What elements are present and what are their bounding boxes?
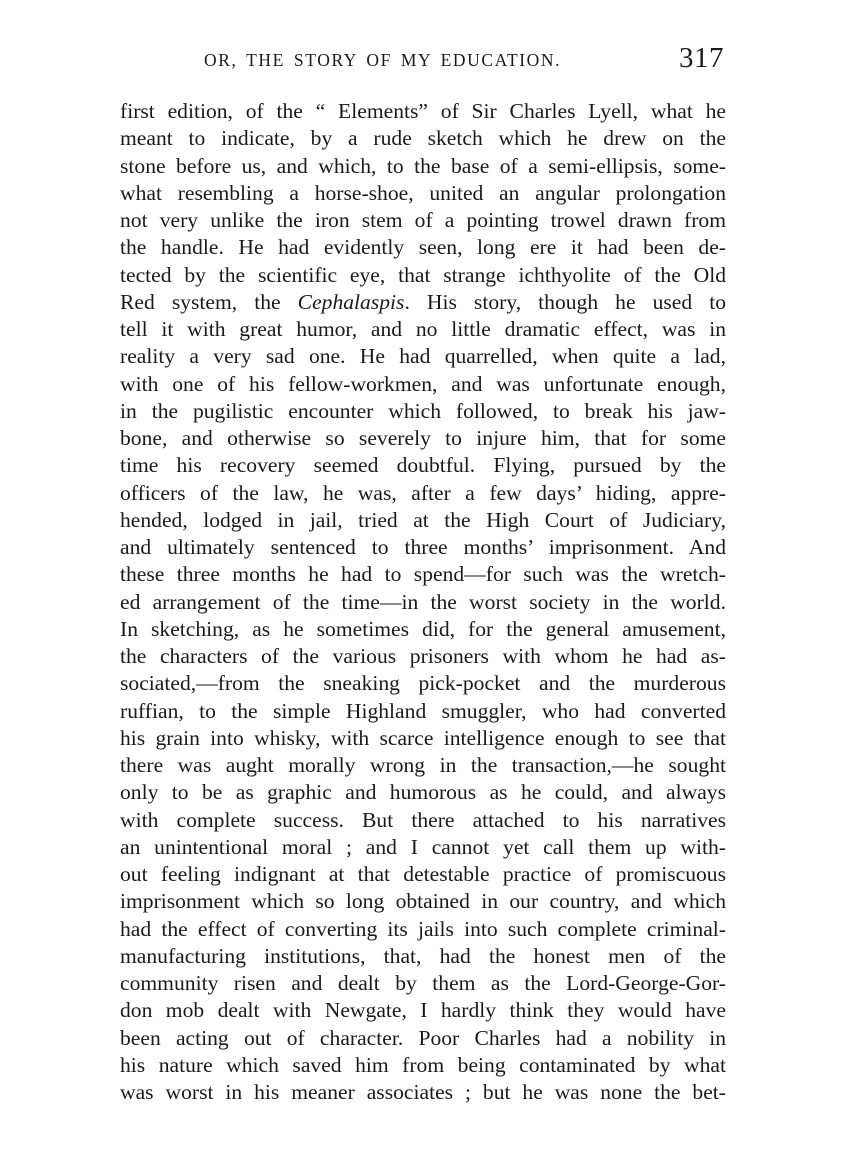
text-line: an unintentional moral ; and I cannot yet call them up with-: [120, 834, 726, 859]
text-line: officers of the law, he was, after a few days’ hiding, appre-: [120, 480, 726, 505]
text-line: In sketching, as he sometimes did, for the general amusement,: [120, 616, 726, 641]
text-line: time his recovery seemed doubtful. Flying, pursued by the: [120, 453, 726, 478]
running-title: OR, THE STORY OF MY EDUCATION.: [204, 50, 562, 70]
text-line: with one of his fellow-workmen, and was unfortunate enough,: [120, 371, 726, 396]
text-line: been acting out of character. Poor Charles had a nobility in: [120, 1025, 726, 1050]
text-line: his grain into whisky, with scarce intelligence enough to see that: [120, 725, 726, 750]
text-line: the handle. He had evidently seen, long ere it had been de-: [120, 235, 726, 260]
text-line: sociated,—from the sneaking pick-pocket and the murderous: [120, 671, 726, 696]
text-line: not very unlike the iron stem of a pointing trowel drawn from: [120, 208, 726, 232]
text-line: tected by the scientific eye, that strange ichthyolite of the Old: [120, 262, 726, 287]
text-line: community risen and dealt by them as the Lord-George-Gor-: [120, 971, 726, 995]
text-line: ed arrangement of the time—in the worst society in the world.: [120, 589, 726, 614]
text-line: in the pugilistic encounter which followed, to break his jaw-: [120, 398, 726, 423]
text-line: and ultimately sentenced to three months’ imprisonment. And: [120, 535, 726, 559]
text-line: tell it with great humor, and no little dramatic effect, was in: [120, 317, 726, 341]
running-header: [200, 44, 730, 78]
text-line: had the effect of converting its jails into such complete criminal-: [120, 916, 726, 941]
text-line: meant to indicate, by a rude sketch which he drew on the: [120, 126, 726, 151]
text-line: with complete success. But there attached to his narratives: [120, 807, 726, 832]
text-line: first edition, of the “ Elements” of Sir Charles Lyell, what he: [120, 99, 726, 123]
text-line: the characters of the various prisoners with whom he had as-: [120, 644, 726, 668]
text-line: ruffian, to the simple Highland smuggler, who had converted: [120, 698, 726, 723]
text-line: these three months he had to spend—for such was the wretch-: [120, 562, 726, 587]
text-line: don mob dealt with Newgate, I hardly think they would have: [120, 998, 726, 1023]
text-line: there was aught morally wrong in the transaction,—he sought: [120, 753, 726, 777]
body-paragraph: [120, 98, 726, 1106]
text-line: only to be as graphic and humorous as he could, and always: [120, 780, 726, 805]
text-line: Red system, the Cephalaspis. His story, though he used to: [120, 289, 726, 314]
text-line: manufacturing institutions, that, had the honest men of the: [120, 943, 726, 968]
text-line: hended, lodged in jail, tried at the High Court of Judiciary,: [120, 507, 726, 532]
text-line: his nature which saved him from being contaminated by what: [120, 1052, 726, 1077]
text-line: stone before us, and which, to the base of a semi-ellipsis, some-: [120, 153, 726, 178]
text-line: out feeling indignant at that detestable practice of promiscuous: [120, 862, 726, 886]
italic-term: Cephalaspis: [297, 289, 405, 314]
text-line: what resembling a horse-shoe, united an angular prolongation: [120, 180, 726, 205]
text-line: was worst in his meaner associates ; but he was none the bet-: [120, 1080, 726, 1104]
text-line: imprisonment which so long obtained in our country, and which: [120, 889, 726, 914]
text-line: bone, and otherwise so severely to injure him, that for some: [120, 426, 726, 450]
page-number: 317: [679, 42, 724, 74]
text-line: reality a very sad one. He had quarrelled, when quite a lad,: [120, 344, 726, 369]
